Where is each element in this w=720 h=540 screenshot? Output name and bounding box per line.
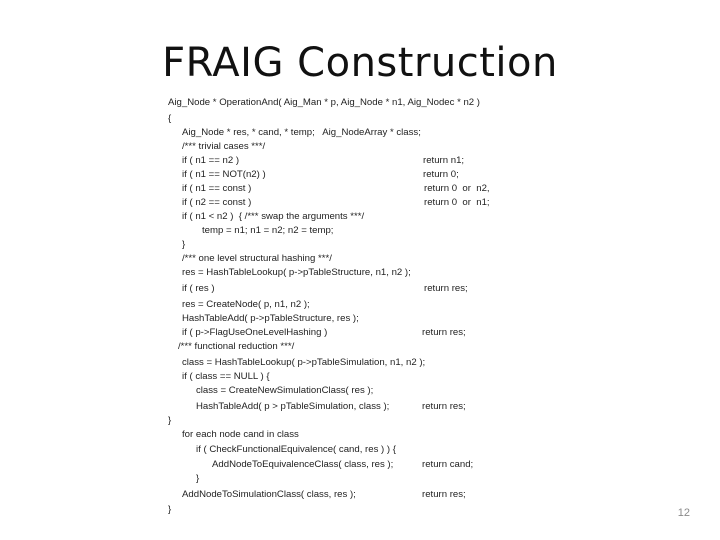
code-line [168,97,481,109]
page-number: 12 [677,507,690,519]
code-line [168,239,186,251]
code-text: { [168,113,172,124]
code-return: return res; [424,283,468,294]
code-return: return res; [422,327,466,338]
code-text: if ( class == NULL ) { [182,371,270,382]
code-line [168,473,200,485]
code-text: if ( n2 == const ) [182,197,252,208]
code-return: return 0; [423,169,459,180]
code-line [168,127,421,139]
code-text: if ( p->FlagUseOneLevelHashing ) [182,327,328,338]
code-line [168,267,411,279]
code-listing [168,97,508,517]
code-line [168,225,334,237]
code-text: if ( n1 < n2 ) { /*** swap the arguments ***/ [182,211,365,222]
code-text: } [182,239,186,250]
code-text: Aig_Node * OperationAnd( Aig_Man * p, Aig_Node * n1, Aig_Nodec * n2 ) [168,97,481,108]
code-line [168,211,365,223]
code-text: /*** functional reduction ***/ [178,341,295,352]
code-return: return res; [422,489,466,500]
code-line [168,155,465,167]
code-return: return 0 or n1; [424,197,490,208]
code-line [168,299,310,311]
code-text: Aig_Node * res, * cand, * temp; Aig_NodeArray * class; [182,127,421,138]
code-text: /*** trivial cases ***/ [182,141,266,152]
code-line [168,385,374,397]
code-line [168,283,468,295]
code-text: HashTableAdd( p->pTableStructure, res ); [182,313,359,324]
code-text: if ( n1 == const ) [182,183,252,194]
code-line [168,401,466,413]
code-return: return n1; [423,155,465,166]
code-line [168,429,299,441]
code-text: AddNodeToSimulationClass( class, res ); [182,489,356,500]
code-line [168,183,490,195]
code-line [168,341,295,353]
code-line [168,444,396,456]
code-text: class = HashTableLookup( p->pTableSimulation, n1, n2 ); [182,357,426,368]
code-line [168,169,459,181]
code-line [168,141,266,153]
slide-title: FRAIG Construction [162,40,558,86]
code-text: HashTableAdd( p > pTableSimulation, class ); [196,401,390,412]
code-text: } [168,504,172,515]
code-text: res = CreateNode( p, n1, n2 ); [182,299,310,310]
code-text: temp = n1; n1 = n2; n2 = temp; [202,225,334,236]
code-text: if ( n1 == n2 ) [182,155,240,166]
code-text: } [196,473,200,484]
code-text: res = HashTableLookup( p->pTableStructure, n1, n2 ); [182,267,411,278]
code-text: /*** one level structural hashing ***/ [182,253,332,264]
code-line [168,371,270,383]
code-line [168,357,426,369]
code-text: AddNodeToEquivalenceClass( class, res ); [212,459,394,470]
code-return: return 0 or n2, [424,183,490,194]
code-text: class = CreateNewSimulationClass( res ); [196,385,374,396]
code-text: if ( res ) [182,283,215,294]
code-text: } [168,415,172,426]
code-line [168,253,332,265]
code-line [168,504,179,516]
code-line [168,327,466,339]
code-line [168,489,466,501]
code-line [168,113,179,125]
code-line [168,313,359,325]
code-line [168,415,179,427]
code-line [168,459,474,471]
code-return: return cand; [422,459,474,470]
code-text: if ( n1 == NOT(n2) ) [182,169,266,180]
code-text: if ( CheckFunctionalEquivalence( cand, res ) ) { [196,444,396,455]
code-return: return res; [422,401,466,412]
code-text: for each node cand in class [182,429,299,440]
code-line [168,197,490,209]
